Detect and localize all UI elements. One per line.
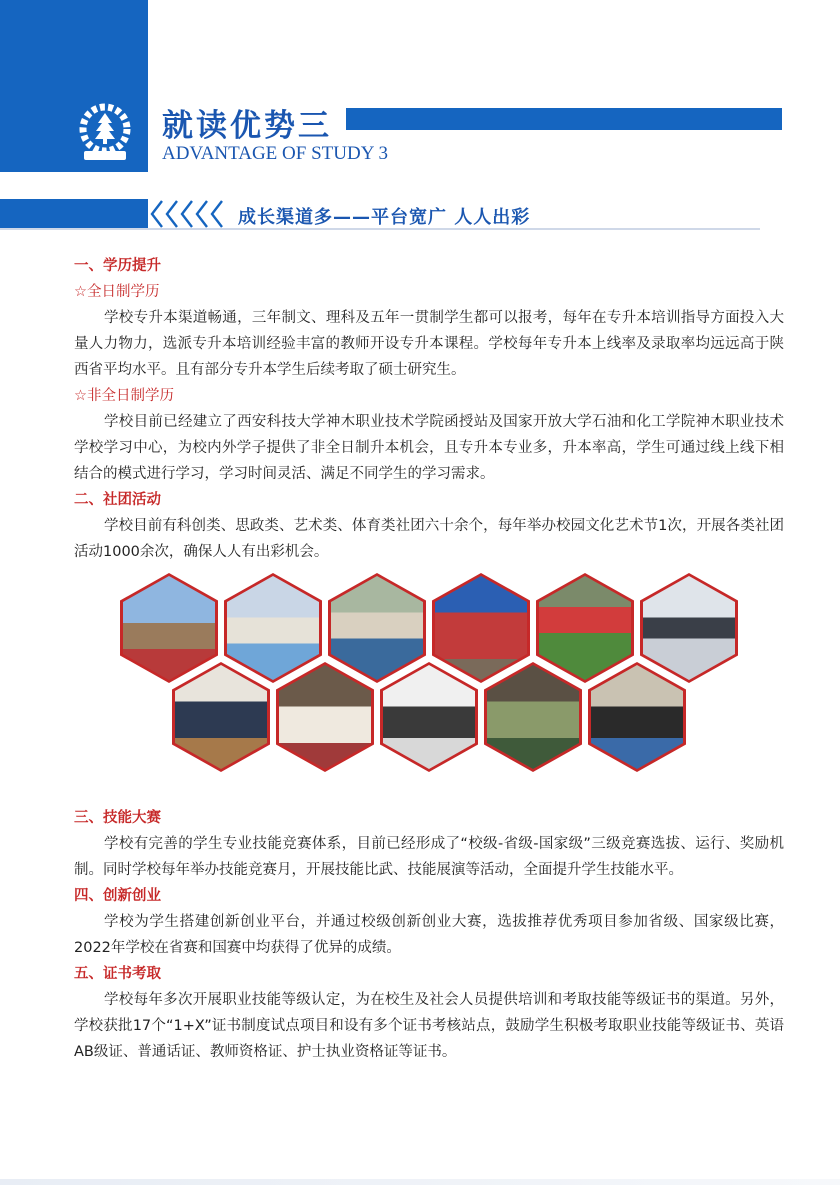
workshop-table-photo [487, 665, 579, 769]
banner-outdoor-photo [227, 576, 319, 680]
soccer-field-photo [539, 576, 631, 680]
subheading-parttime: ☆非全日制学历 [74, 388, 174, 404]
hex-photo [484, 662, 582, 772]
team-banner-photo [435, 576, 527, 680]
chevrons-left-icon [148, 197, 238, 231]
page-title-en: ADVANTAGE OF STUDY 3 [162, 143, 388, 164]
subtitle-accent-bar [0, 199, 160, 229]
paragraph-fulltime: 学校专升本渠道畅通，三年制文、理科及五年一贯制学生都可以报考，每年在专升本培训指导方面投入大量人力物力，选派专升本培训经验丰富的教师开设专升本课程。学校每年专升本上线率及录取率均远远高于陕西省平均水平。且有部分专升本学生后续考取了硕士研究生。 [74, 310, 784, 378]
school-logo-icon [70, 96, 140, 166]
cheering-students-photo [331, 576, 423, 680]
guitar-student-photo [175, 665, 267, 769]
hex-photo [640, 573, 738, 683]
hex-photo [380, 662, 478, 772]
section-heading-certificates: 五、证书考取 [74, 966, 161, 982]
paragraph-certificates: 学校每年多次开展职业技能等级认定，为在校生及社会人员提供培训和考取技能等级证书的渠道。另外，学校获批17个“1+X”证书制度试点项目和设有多个证书考核站点，鼓励学生积极考取职业技能等级证书、英语AB级证、普通话证、教师资格证、护士执业资格证等证书。 [74, 992, 784, 1060]
title-accent-bar [346, 108, 782, 130]
section-heading-clubs: 二、社团活动 [74, 492, 161, 508]
hex-photo [328, 573, 426, 683]
subheading-fulltime: ☆全日制学历 [74, 284, 160, 300]
statue-group-photo [123, 576, 215, 680]
section-heading-skills: 三、技能大赛 [74, 810, 161, 826]
hex-photo [588, 662, 686, 772]
hex-photo [120, 573, 218, 683]
paragraph-innovation: 学校为学生搭建创新创业平台，并通过校级创新创业大赛，选拔推荐优秀项目参加省级、国家级比赛，2022年学校在省赛和国赛中均获得了优异的成绩。 [74, 914, 784, 956]
subtitle-banner: 成长渠道多——平台宽广 人人出彩 [238, 207, 531, 228]
writing-desk-photo [279, 665, 371, 769]
paragraph-skills: 学校有完善的学生专业技能竞赛体系，目前已经形成了“校级-省级-国家级”三级竞赛选拔、运行、奖励机制。同时学校每年举办技能竞赛月，开展技能比武、技能展演等活动，全面提升学生技能水平。 [74, 836, 784, 878]
martial-arts-photo [591, 665, 683, 769]
paragraph-parttime: 学校目前已经建立了西安科技大学神木职业技术学院函授站及国家开放大学石油和化工学院神木职业技术学校学习中心，为校内外学子提供了非全日制升本机会，且专升本专业多，升本率高，学生可通过线上线下相结合的模式进行学习，学习时间灵活、满足不同学生的学习需求。 [74, 414, 784, 482]
footer-strip [0, 1179, 840, 1185]
section-heading-education: 一、学历提升 [74, 258, 161, 274]
main-content [74, 253, 784, 1065]
paragraph-clubs: 学校目前有科创类、思政类、艺术类、体育类社团六十余个，每年举办校园文化艺术节1次，开展各类社团活动1000余次，确保人人有出彩机会。 [74, 518, 784, 560]
hex-photo [432, 573, 530, 683]
hex-photo [224, 573, 322, 683]
dance-class-photo [383, 665, 475, 769]
hex-photo [536, 573, 634, 683]
computer-lab-photo [643, 576, 735, 680]
photo-gallery [74, 573, 784, 803]
subtitle-divider [0, 228, 760, 230]
section-heading-innovation: 四、创新创业 [74, 888, 161, 904]
hex-photo [276, 662, 374, 772]
page-title-cn: 就读优势三 [162, 108, 332, 144]
hex-photo [172, 662, 270, 772]
